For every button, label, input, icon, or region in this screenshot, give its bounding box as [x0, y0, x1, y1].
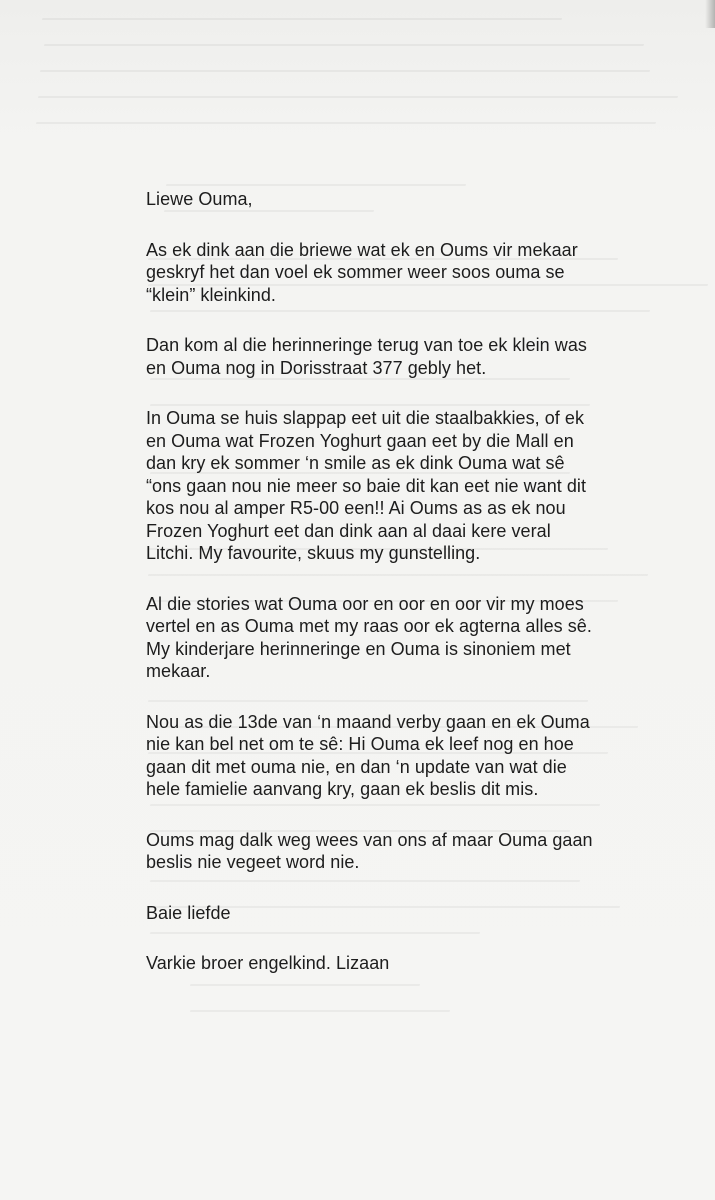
letter-signature: Varkie broer engelkind. Lizaan [146, 953, 390, 973]
letter-line: nie kan bel net om te sê: Hi Ouma ek leef nog en hoe [146, 734, 574, 754]
letter-line: beslis nie vegeet word nie. [146, 852, 360, 872]
letter-line: hele famielie aanvang kry, gaan ek beslis dit mis. [146, 779, 539, 799]
letter-line: dan kry ek sommer ‘n smile as ek dink Ouma wat sê [146, 453, 565, 473]
letter-closing: Baie liefde [146, 902, 231, 923]
letter-paragraph-4 [146, 593, 646, 683]
letter-line: vertel en as Ouma met my raas oor ek agterna alles sê. [146, 616, 592, 636]
letter-line: Oums mag dalk weg wees van ons af maar Ouma gaan [146, 829, 593, 850]
letter-line: In Ouma se huis slappap eet uit die staalbakkies, of ek [146, 408, 585, 428]
letter-line: “klein” kleinkind. [146, 284, 276, 305]
letter-line: mekaar. [146, 661, 211, 681]
letter-paragraph-1 [146, 239, 646, 307]
letter-line: Frozen Yoghurt eet dan dink aan al daai kere veral [146, 520, 551, 541]
scan-edge-mark [705, 0, 715, 28]
letter-line: Dan kom al die herinneringe terug van toe ek klein was [146, 335, 587, 355]
letter-line: kos nou al amper R5-00 een!! Ai Oums as as ek nou [146, 498, 566, 518]
paragraph-spacer [146, 565, 646, 593]
letter-line: Litchi. My favourite, skuus my gunstelling. [146, 543, 481, 563]
paragraph-spacer [146, 306, 646, 334]
letter-paragraph-5 [146, 711, 646, 801]
letter-body [146, 188, 646, 975]
letter-paragraph-3 [146, 407, 646, 565]
letter-line: Al die stories wat Ouma oor en oor en oor vir my moes [146, 593, 584, 614]
letter-line: en Ouma nog in Dorisstraat 377 gebly het. [146, 357, 487, 378]
letter-line: “ons gaan nou nie meer so baie dit kan eet nie want dit [146, 475, 587, 496]
paragraph-spacer [146, 211, 646, 239]
paragraph-spacer [146, 379, 646, 407]
letter-paragraph-2 [146, 334, 646, 379]
paragraph-spacer [146, 874, 646, 902]
letter-line: My kinderjare herinneringe en Ouma is sinoniem met [146, 638, 571, 659]
paragraph-spacer [146, 683, 646, 711]
letter-greeting: Liewe Ouma, [146, 189, 253, 209]
letter-line: en Ouma wat Frozen Yoghurt gaan eet by die Mall en [146, 430, 574, 451]
paragraph-spacer [146, 801, 646, 829]
paragraph-spacer [146, 924, 646, 952]
letter-line: Nou as die 13de van ‘n maand verby gaan en ek Ouma [146, 711, 590, 732]
letter-line: gaan dit met ouma nie, en dan ‘n update van wat die [146, 756, 567, 777]
letter-line: As ek dink aan die briewe wat ek en Oums vir mekaar [146, 239, 578, 260]
letter-paragraph-6 [146, 829, 646, 874]
letter-line: geskryf het dan voel ek sommer weer soos ouma se [146, 262, 565, 282]
